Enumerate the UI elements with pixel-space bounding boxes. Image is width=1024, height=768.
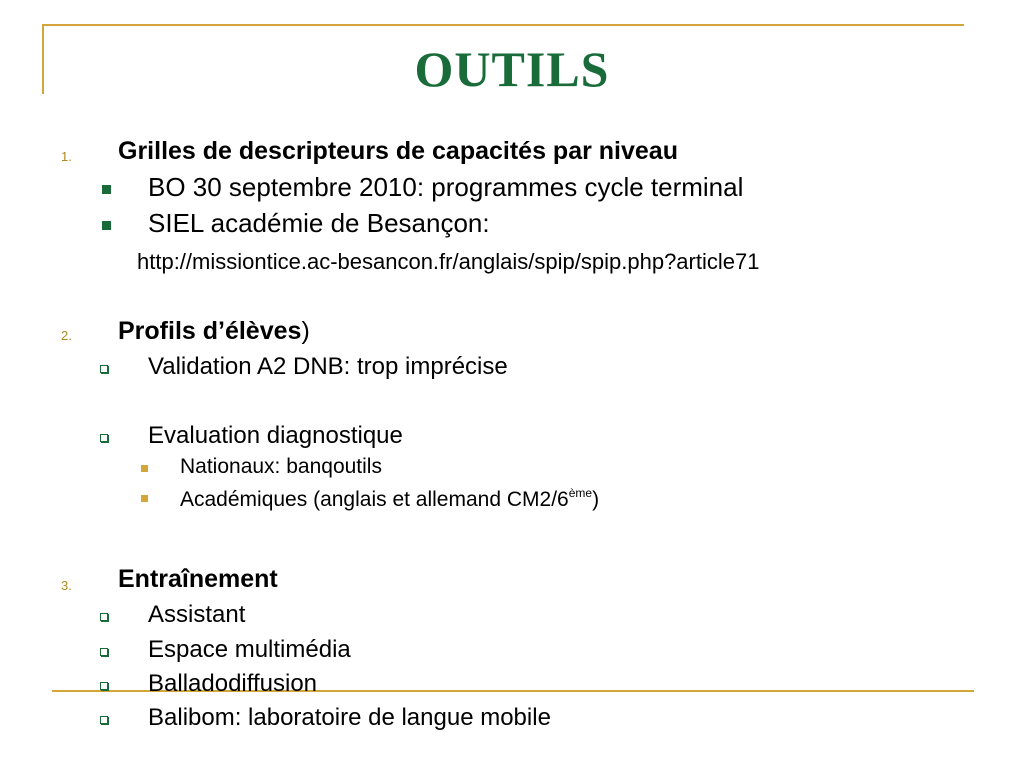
section-2-subitem (180, 486, 599, 512)
section-2-number: 2. (61, 328, 72, 343)
bullet-checkbox-icon (100, 682, 108, 690)
bullet-square-icon (102, 185, 111, 194)
section-3-heading: Entraînement (118, 565, 278, 593)
bullet-square-small-icon (141, 495, 148, 502)
bullet-square-icon (102, 221, 111, 230)
subitem-superscript: ème (568, 486, 593, 500)
subitem-close: ) (592, 488, 600, 511)
section-2-item: Evaluation diagnostique (148, 422, 403, 449)
section-3-item: Balibom: laboratoire de langue mobile (148, 704, 551, 731)
section-1-number: 1. (61, 149, 72, 164)
subitem-text: Académiques (anglais et allemand CM2/6 (180, 488, 569, 511)
section-2-heading-suffix: ) (301, 317, 310, 345)
section-3-item: Balladodiffusion (148, 670, 318, 697)
bullet-checkbox-icon (100, 613, 108, 621)
bullet-checkbox-icon (100, 716, 108, 724)
section-1-item: BO 30 septembre 2010: programmes cycle terminal (148, 172, 744, 202)
section-2-item: Validation A2 DNB: trop imprécise (148, 353, 508, 380)
section-3-item: Espace multimédia (148, 636, 351, 663)
section-1-item: SIEL académie de Besançon: (148, 208, 490, 238)
frame-top-line (42, 24, 964, 26)
bullet-checkbox-icon (100, 648, 108, 656)
section-2-heading (118, 317, 310, 346)
siel-url: http://missiontice.ac-besancon.fr/anglais/spip/spip.php?article71 (137, 249, 760, 274)
section-3-number: 3. (61, 578, 72, 593)
section-3-item: Assistant (148, 601, 246, 628)
section-2-heading-text: Profils d’élèves (118, 317, 302, 345)
slide-title: OUTILS (414, 41, 610, 97)
section-1-heading: Grilles de descripteurs de capacités par niveau (118, 137, 678, 165)
bullet-checkbox-icon (100, 365, 108, 373)
section-2-subitem: Nationaux: banqoutils (180, 455, 382, 478)
bullet-square-small-icon (141, 465, 148, 472)
bullet-checkbox-icon (100, 434, 108, 442)
